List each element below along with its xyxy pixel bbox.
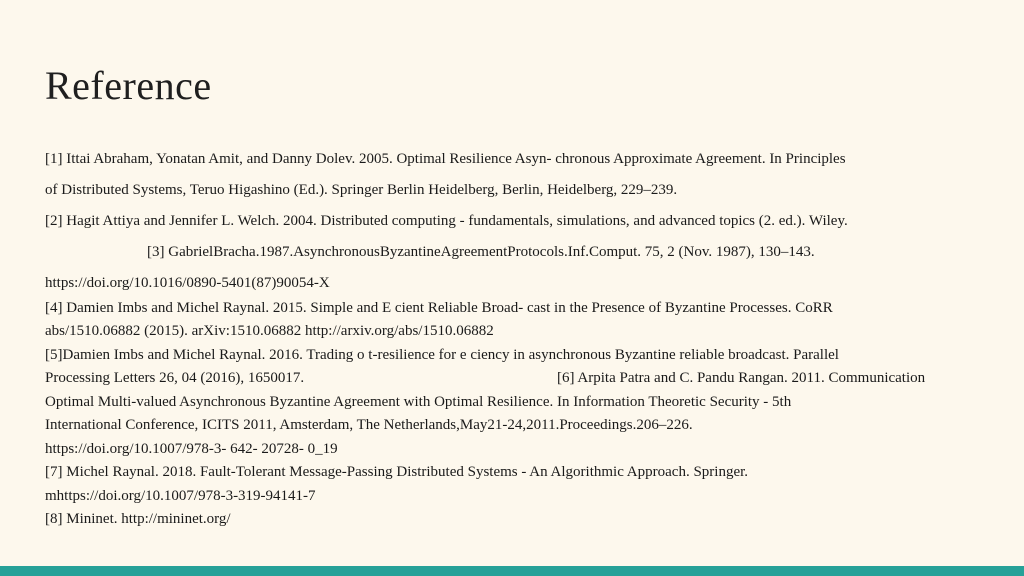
reference-6-line-3: International Conference, ICITS 2011, Amsterdam, The Netherlands,May21-24,2011.Proceedings.206–226. (45, 417, 693, 433)
reference-4-line-2: abs/1510.06882 (2015). arXiv:1510.06882 http://arxiv.org/abs/1510.06882 (45, 323, 494, 339)
reference-6-line-2: Optimal Multi-valued Asynchronous Byzantine Agreement with Optimal Resilience. In Information Theoretic Security - 5th (45, 394, 792, 410)
page-title: Reference (45, 63, 212, 108)
reference-6-line-1: [6] Arpita Patra and C. Pandu Rangan. 2011. Communication (557, 370, 926, 386)
reference-6-line-4: https://doi.org/10.1007/978-3- 642- 20728- 0_19 (45, 441, 338, 457)
reference-5-line-2: Processing Letters 26, 04 (2016), 1650017. (45, 370, 305, 386)
reference-7-line-2: mhttps://doi.org/10.1007/978-3-319-94141-7 (45, 488, 316, 504)
reference-5-line-1: [5]Damien Imbs and Michel Raynal. 2016. Trading o t-resilience for e ciency in asynchronous Byzantine reliable broadcast. Parallel (45, 347, 839, 363)
accent-bar (0, 566, 1024, 576)
reference-2: [2] Hagit Attiya and Jennifer L. Welch. 2004. Distributed computing - fundamentals, simulations, and advanced topics (2. ed.). Wiley. (45, 213, 848, 229)
reference-1-line-2: of Distributed Systems, Teruo Higashino (Ed.). Springer Berlin Heidelberg, Berlin, Heidelberg, 229–239. (45, 182, 678, 198)
reference-4-line-1: [4] Damien Imbs and Michel Raynal. 2015. Simple and E cient Reliable Broad- cast in the Presence of Byzantine Processes. CoRR (45, 300, 833, 316)
reference-3-line-1: [3] GabrielBracha.1987.AsynchronousByzantineAgreementProtocols.Inf.Comput. 75, 2 (Nov. 1987), 130–143. (147, 244, 815, 260)
reference-1-line-1: [1] Ittai Abraham, Yonatan Amit, and Danny Dolev. 2005. Optimal Resilience Asyn- chronous Approximate Agreement. In Principles (45, 151, 846, 167)
reference-3-line-2: https://doi.org/10.1016/0890-5401(87)90054-X (45, 275, 330, 291)
reference-7-line-1: [7] Michel Raynal. 2018. Fault-Tolerant Message-Passing Distributed Systems - An Algorithmic Approach. Springer. (45, 464, 749, 480)
reference-8: [8] Mininet. http://mininet.org/ (45, 511, 231, 527)
